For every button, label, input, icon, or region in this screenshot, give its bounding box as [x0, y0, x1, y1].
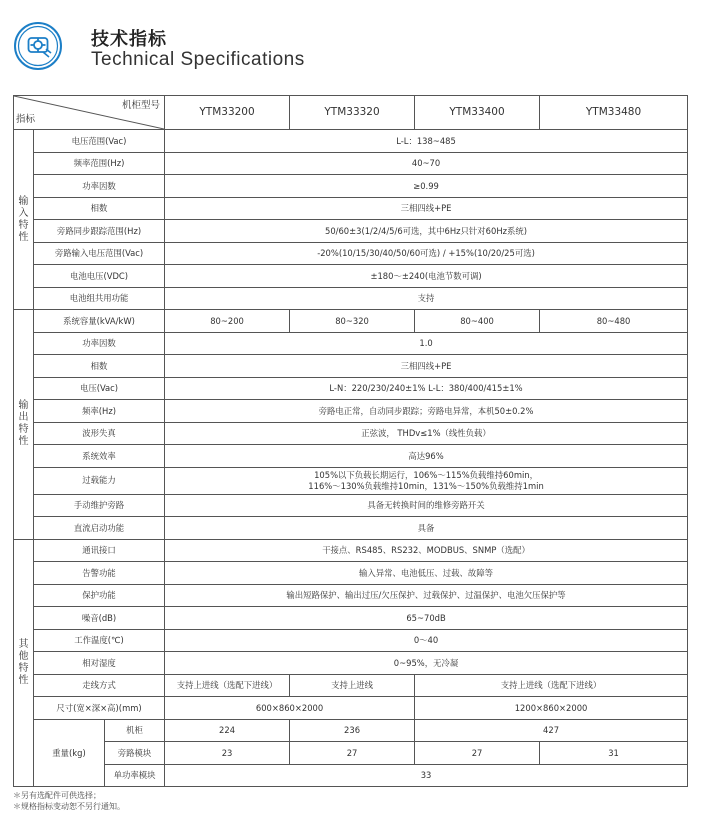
row-value: 支持 — [165, 287, 688, 310]
row-value — [165, 467, 688, 494]
row-value: -20%(10/15/30/40/50/60可选) / +15%(10/20/25可选) — [165, 242, 688, 265]
capacity-cell: 80~480 — [540, 310, 688, 333]
group-other-label: 其 他 特 性 — [14, 539, 34, 787]
row-label: 相数 — [34, 197, 165, 220]
page-subtitle: Technical Specifications — [91, 49, 305, 70]
model-header: YTM33320 — [290, 96, 415, 130]
row-value: L-L：138~485 — [165, 130, 688, 153]
row-label: 过载能力 — [34, 467, 165, 494]
row-value: 三相四线+PE — [165, 197, 688, 220]
row-label: 电压范围(Vac) — [34, 130, 165, 153]
row-label: 通讯接口 — [34, 539, 165, 562]
gear-check-icon — [13, 21, 63, 71]
capacity-cell: 80~320 — [290, 310, 415, 333]
model-header: YTM33400 — [415, 96, 540, 130]
row-label: 走线方式 — [34, 674, 165, 697]
row-label: 电池组共用功能 — [34, 287, 165, 310]
row-value: 40~70 — [165, 152, 688, 175]
row-label: 工作温度(℃) — [34, 629, 165, 652]
row-value: 50/60±3(1/2/4/5/6可选，其中6Hz只针对60Hz系统) — [165, 220, 688, 243]
row-value: 正弦波， THDv≤1%（线性负载） — [165, 422, 688, 445]
weight-cell: 31 — [540, 742, 688, 765]
row-value: ±180～±240(电池节数可调) — [165, 265, 688, 288]
footnote: ＊规格指标变动恕不另行通知。 — [13, 802, 125, 811]
row-label: 尺寸(宽×深×高)(mm) — [34, 697, 165, 720]
footnote: ＊另有选配件可供选择； — [13, 791, 101, 800]
weight-cell: 236 — [290, 719, 415, 742]
model-header: YTM33480 — [540, 96, 688, 130]
sub-label: 旁路模块 — [105, 742, 165, 765]
row-value: 输出短路保护、输出过压/欠压保护、过载保护、过温保护、电池欠压保护等 — [165, 584, 688, 607]
corner-header-cell — [14, 96, 165, 130]
row-label: 相数 — [34, 355, 165, 378]
size-cell: 600×860×2000 — [165, 697, 415, 720]
row-label: 旁路同步跟踪范围(Hz) — [34, 220, 165, 243]
capacity-cell: 80~200 — [165, 310, 290, 333]
capacity-cell: 80~400 — [415, 310, 540, 333]
row-label: 系统效率 — [34, 445, 165, 468]
row-label: 频率范围(Hz) — [34, 152, 165, 175]
row-label: 电压(Vac) — [34, 377, 165, 400]
row-value: 65~70dB — [165, 607, 688, 630]
row-value: ≥0.99 — [165, 175, 688, 198]
weight-cell: 33 — [165, 764, 688, 787]
wiring-cell: 支持上进线（选配下进线） — [165, 674, 290, 697]
row-label: 电池电压(VDC) — [34, 265, 165, 288]
row-label: 告警功能 — [34, 562, 165, 585]
weight-cell: 224 — [165, 719, 290, 742]
row-label: 保护功能 — [34, 584, 165, 607]
row-value: 具备无转换时间的维修旁路开关 — [165, 494, 688, 517]
weight-cell: 23 — [165, 742, 290, 765]
wiring-cell: 支持上进线 — [290, 674, 415, 697]
overload-line: 105%以下负载长期运行，106%～115%负载维持60min， — [314, 470, 538, 481]
row-value: 干接点、RS485、RS232、MODBUS、SNMP（选配） — [165, 539, 688, 562]
row-label: 波形失真 — [34, 422, 165, 445]
row-label: 系统容量(kVA/kW) — [34, 310, 165, 333]
model-header: YTM33200 — [165, 96, 290, 130]
sub-label: 机柜 — [105, 719, 165, 742]
row-label: 直流启动功能 — [34, 517, 165, 540]
group-output-label: 输 出 特 性 — [14, 310, 34, 540]
row-value: 高达96% — [165, 445, 688, 468]
row-value: 输入异常、电池低压、过载、故障等 — [165, 562, 688, 585]
row-value: 1.0 — [165, 332, 688, 355]
row-label: 旁路输入电压范围(Vac) — [34, 242, 165, 265]
footnotes — [13, 790, 125, 812]
size-cell: 1200×860×2000 — [415, 697, 688, 720]
row-value: 0～40 — [165, 629, 688, 652]
row-label: 噪音(dB) — [34, 607, 165, 630]
row-value: 具备 — [165, 517, 688, 540]
row-label: 功率因数 — [34, 332, 165, 355]
row-value: 三相四线+PE — [165, 355, 688, 378]
row-value: 旁路电正常，自动同步跟踪；旁路电异常，本机50±0.2% — [165, 400, 688, 423]
weight-cell: 27 — [415, 742, 540, 765]
row-value: L-N：220/230/240±1% L-L：380/400/415±1% — [165, 377, 688, 400]
sub-label: 单功率模块 — [105, 764, 165, 787]
row-label: 相对湿度 — [34, 652, 165, 675]
row-value: 0~95%，无冷凝 — [165, 652, 688, 675]
row-label: 手动维护旁路 — [34, 494, 165, 517]
spec-table — [13, 95, 688, 787]
overload-line: 116%～130%负载维持10min，131%～150%负载维持1min — [308, 480, 544, 491]
weight-cell: 27 — [290, 742, 415, 765]
row-label: 重量(kg) — [34, 719, 105, 787]
wiring-cell: 支持上进线（选配下进线） — [415, 674, 688, 697]
corner-model-label: 机柜型号 — [122, 100, 161, 111]
group-input-label: 输 入 特 性 — [14, 130, 34, 310]
page-title: 技术指标 — [91, 29, 167, 50]
row-label: 功率因数 — [34, 175, 165, 198]
weight-cell: 427 — [415, 719, 688, 742]
corner-index-label: 指标 — [16, 113, 36, 125]
row-label: 频率(Hz) — [34, 400, 165, 423]
